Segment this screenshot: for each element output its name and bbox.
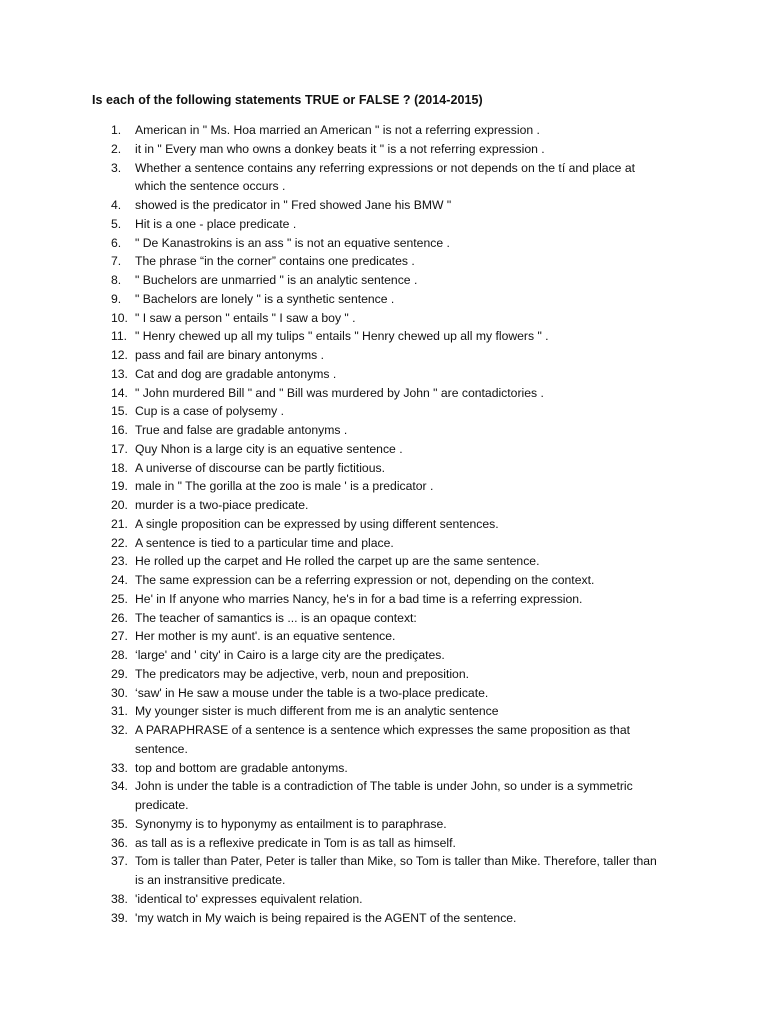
- list-item: [0, 140, 665, 159]
- list-item: [0, 627, 665, 646]
- list-item: [0, 552, 665, 571]
- list-item: [0, 759, 665, 778]
- list-item: [0, 702, 665, 721]
- item-number: 22.: [111, 535, 128, 550]
- item-text: 'my watch in My waich is being repaired is the AGENT of the sentence.: [135, 910, 517, 925]
- item-number: 28.: [111, 648, 128, 662]
- item-text: A single proposition can be expressed by using different sentences.: [135, 516, 499, 531]
- list-item: [0, 215, 665, 234]
- item-number: 30.: [111, 685, 128, 700]
- item-number: 36.: [111, 835, 128, 850]
- item-text: Whether a sentence contains any referring expressions or not depends on the tí and place at which the sentence occurs .: [135, 160, 635, 194]
- item-text: John is under the table is a contradiction of The table is under John, so under is a symmetric predicate.: [135, 779, 633, 812]
- item-number: 7.: [111, 254, 122, 269]
- item-number: 12.: [111, 348, 128, 362]
- item-number: 37.: [111, 854, 128, 869]
- item-number: 21.: [111, 516, 128, 531]
- item-number: 8.: [111, 273, 122, 287]
- item-number: 24.: [111, 573, 128, 587]
- list-item: [0, 815, 665, 834]
- item-text: Synonymy is to hyponymy as entailment is to paraphrase.: [135, 816, 447, 831]
- list-item: [0, 646, 665, 665]
- list-item: [0, 496, 665, 515]
- item-text: " I saw a person " entails " I saw a boy " .: [135, 310, 356, 325]
- list-item: [0, 665, 665, 684]
- list-item: [0, 196, 665, 215]
- list-item: [0, 721, 665, 759]
- item-number: 13.: [111, 366, 128, 381]
- item-text: A universe of discourse can be partly fictitious.: [135, 460, 385, 475]
- item-number: 31.: [111, 704, 128, 719]
- item-number: 11.: [111, 329, 128, 344]
- list-item: [0, 684, 665, 703]
- item-text: Her mother is my aunt'. is an equative sentence.: [135, 629, 396, 644]
- item-number: 3.: [111, 160, 122, 175]
- item-text: male in " The gorilla at the zoo is male ' is a predicator .: [135, 479, 434, 494]
- item-text: " Henry chewed up all my tulips " entails " Henry chewed up all my flowers " .: [135, 329, 549, 344]
- item-number: 39.: [111, 910, 128, 925]
- list-item: [0, 890, 665, 909]
- list-item: [0, 515, 665, 534]
- item-number: 32.: [111, 723, 128, 737]
- item-text: American in " Ms. Hoa married an American " is not a referring expression .: [135, 123, 540, 137]
- item-text: Cup is a case of polysemy .: [135, 404, 285, 419]
- item-text: The phrase “in the corner” contains one predicates .: [135, 254, 415, 269]
- list-item: [0, 346, 665, 365]
- item-text: Quy Nhon is a large city is an equative sentence .: [135, 441, 403, 456]
- item-text: " Bachelors are lonely " is a synthetic sentence .: [135, 291, 395, 306]
- item-number: 25.: [111, 591, 128, 606]
- item-number: 27.: [111, 629, 128, 644]
- list-item: [0, 384, 665, 403]
- list-item: [0, 365, 665, 384]
- list-item: [0, 271, 665, 290]
- item-text: showed is the predicator in " Fred showed Jane his BMW ": [135, 198, 452, 212]
- list-item: [0, 852, 665, 890]
- list-item: [0, 534, 665, 553]
- item-text: it in " Every man who owns a donkey beats it " is a not referring expression .: [135, 141, 545, 156]
- item-number: 33.: [111, 760, 128, 775]
- item-text: He' in If anyone who marries Nancy, he's in for a bad time is a referring expression.: [135, 591, 583, 606]
- item-text: as tall as is a reflexive predicate in Tom is as tall as himself.: [135, 835, 456, 850]
- item-text: The predicators may be adjective, verb, noun and preposition.: [135, 666, 469, 681]
- item-text: Hit is a one - place predicate .: [135, 216, 297, 231]
- item-number: 1.: [111, 123, 122, 137]
- list-item: [0, 571, 665, 590]
- list-item: [0, 290, 665, 309]
- item-text: pass and fail are binary antonyms .: [135, 348, 325, 362]
- list-item: [0, 777, 665, 815]
- list-item: [0, 834, 665, 853]
- item-number: 35.: [111, 816, 128, 831]
- item-number: 9.: [111, 291, 122, 306]
- item-text: He rolled up the carpet and He rolled the carpet up are the same sentence.: [135, 554, 540, 569]
- list-item: [0, 609, 665, 628]
- item-text: A PARAPHRASE of a sentence is a sentence which expresses the same proposition as that sentence.: [135, 723, 630, 756]
- item-text: A sentence is tied to a particular time and place.: [135, 535, 394, 550]
- list-item: [0, 909, 665, 928]
- item-number: 20.: [111, 498, 128, 512]
- item-number: 14.: [111, 385, 128, 400]
- item-number: 10.: [111, 310, 128, 325]
- item-number: 16.: [111, 423, 128, 437]
- item-text: Cat and dog are gradable antonyms .: [135, 366, 337, 381]
- item-text: The teacher of samantics is ... is an opaque context:: [135, 610, 417, 625]
- page-title: Is each of the following statements TRUE or FALSE ? (2014-2015): [92, 93, 483, 107]
- list-item: [0, 234, 665, 253]
- item-number: 6.: [111, 235, 122, 250]
- item-number: 19.: [111, 479, 128, 494]
- item-text: murder is a two-piace predicate.: [135, 498, 309, 512]
- item-number: 4.: [111, 198, 122, 212]
- list-item: [0, 590, 665, 609]
- list-item: [0, 309, 665, 328]
- list-item: [0, 421, 665, 440]
- item-text: 'identical to' expresses equivalent relation.: [135, 891, 363, 906]
- item-text: " Buchelors are unmarried " is an analytic sentence .: [135, 273, 418, 287]
- item-number: 2.: [111, 141, 122, 156]
- item-number: 18.: [111, 460, 128, 475]
- item-text: Tom is taller than Pater, Peter is taller than Mike, so Tom is taller than Mike. Therefore, taller than is an instransitive predicate.: [135, 854, 657, 887]
- item-text: The same expression can be a referring expression or not, depending on the context.: [135, 573, 595, 587]
- list-item: [0, 459, 665, 478]
- list-item: [0, 327, 665, 346]
- item-number: 23.: [111, 554, 128, 569]
- list-item: [0, 159, 665, 197]
- item-number: 34.: [111, 779, 128, 794]
- item-number: 15.: [111, 404, 128, 419]
- item-text: " De Kanastrokins is an ass " is not an equative sentence .: [135, 235, 450, 250]
- item-number: 26.: [111, 610, 128, 625]
- list-item: [0, 402, 665, 421]
- item-text: " John murdered Bill " and " Bill was murdered by John " are contadictories .: [135, 385, 544, 400]
- item-text: ‘large' and ' city' in Cairo is a large city are the prediçates.: [135, 648, 445, 662]
- list-item: [0, 477, 665, 496]
- item-number: 17.: [111, 441, 128, 456]
- item-text: top and bottom are gradable antonyms.: [135, 760, 348, 775]
- list-item: [0, 440, 665, 459]
- list-item: [0, 121, 665, 140]
- list-item: [0, 252, 665, 271]
- statement-list: [0, 121, 768, 927]
- item-number: 5.: [111, 216, 122, 231]
- item-text: My younger sister is much different from me is an analytic sentence: [135, 704, 499, 719]
- item-number: 38.: [111, 891, 128, 906]
- item-text: True and false are gradable antonyms .: [135, 423, 348, 437]
- item-number: 29.: [111, 666, 128, 681]
- item-text: ‘saw' in He saw a mouse under the table is a two-place predicate.: [135, 685, 489, 700]
